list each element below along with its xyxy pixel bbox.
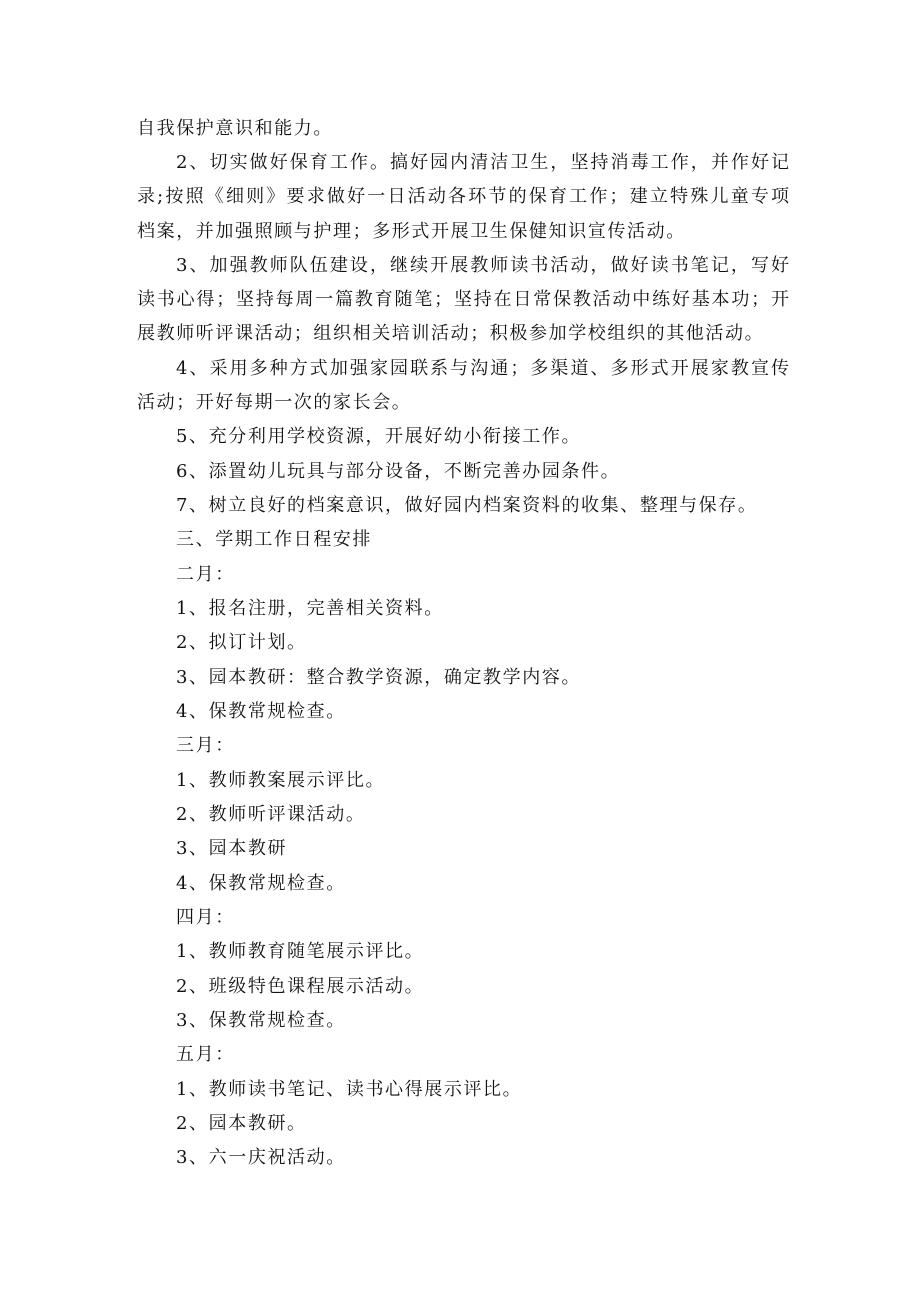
month-heading: 二月： bbox=[176, 564, 235, 585]
section-heading: 三、学期工作日程安排 bbox=[176, 529, 372, 550]
text-line: 自我保护意识和能力。 bbox=[137, 118, 333, 139]
text-line: 2、切实做好保育工作。搞好园内清洁卫生，坚持消毒工作，并作好记 bbox=[176, 152, 789, 173]
list-item: 1、教师读书笔记、读书心得展示评比。 bbox=[176, 1079, 523, 1100]
text-line: 档案，并加强照顾与护理；多形式开展卫生保健知识宣传活动。 bbox=[137, 221, 686, 242]
text-line: 4、采用多种方式加强家园联系与沟通；多渠道、多形式开展家教宣传 bbox=[176, 358, 789, 379]
list-item: 2、班级特色课程展示活动。 bbox=[176, 976, 425, 997]
text-line: 展教师听评课活动；组织相关培训活动；积极参加学校组织的其他活动。 bbox=[137, 323, 765, 344]
text-line: 活动；开好每期一次的家长会。 bbox=[137, 392, 412, 413]
list-item: 3、六一庆祝活动。 bbox=[176, 1147, 346, 1168]
text-line: 6、添置幼儿玩具与部分设备，不断完善办园条件。 bbox=[176, 461, 621, 482]
list-item: 2、教师听评课活动。 bbox=[176, 804, 366, 825]
month-heading: 五月： bbox=[176, 1044, 235, 1065]
list-item: 3、园本教研：整合教学资源，确定教学内容。 bbox=[176, 667, 582, 688]
text-line: 3、加强教师队伍建设，继续开展教师读书活动，做好读书笔记，写好 bbox=[176, 255, 789, 276]
list-item: 1、教师教案展示评比。 bbox=[176, 770, 386, 791]
list-item: 4、保教常规检查。 bbox=[176, 873, 346, 894]
list-item: 1、报名注册，完善相关资料。 bbox=[176, 598, 444, 619]
text-line: 5、充分利用学校资源，开展好幼小衔接工作。 bbox=[176, 426, 582, 447]
list-item: 2、园本教研。 bbox=[176, 1113, 307, 1134]
month-heading: 四月： bbox=[176, 907, 235, 928]
text-line: 7、树立良好的档案意识，做好园内档案资料的收集、整理与保存。 bbox=[176, 495, 758, 516]
list-item: 3、园本教研 bbox=[176, 838, 288, 859]
text-line: 录;按照《细则》要求做好一日活动各环节的保育工作；建立特殊儿童专项 bbox=[137, 186, 789, 207]
list-item: 1、教师教育随笔展示评比。 bbox=[176, 941, 425, 962]
month-heading: 三月： bbox=[176, 735, 235, 756]
list-item: 2、拟订计划。 bbox=[176, 632, 307, 653]
list-item: 3、保教常规检查。 bbox=[176, 1010, 346, 1031]
text-line: 读书心得；坚持每周一篇教育随笔；坚持在日常保教活动中练好基本功；开 bbox=[137, 289, 789, 310]
list-item: 4、保教常规检查。 bbox=[176, 701, 346, 722]
